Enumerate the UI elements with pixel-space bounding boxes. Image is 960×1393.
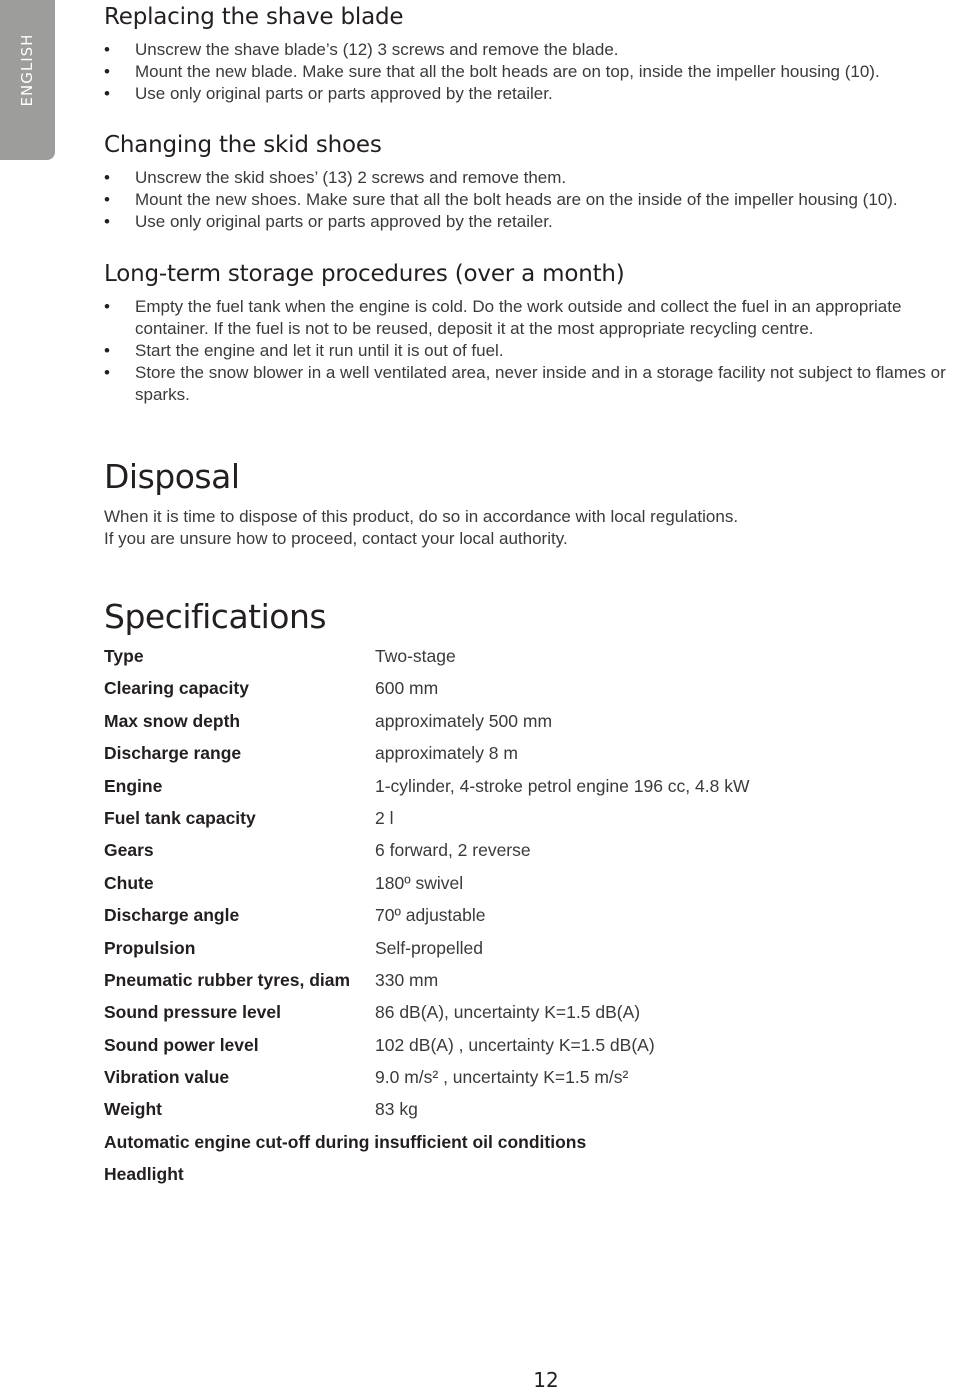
disposal-text bbox=[104, 506, 738, 550]
spec-value: approximately 8 m bbox=[375, 743, 518, 764]
language-tab bbox=[0, 0, 55, 160]
spec-value: 330 mm bbox=[375, 969, 439, 990]
list-item: • Mount the new blade. Make sure that all the bolt heads are on top, inside the impeller housing (10). bbox=[104, 61, 880, 83]
spec-row bbox=[104, 1061, 960, 1093]
section-disposal bbox=[104, 457, 738, 550]
section-shave-blade bbox=[104, 4, 880, 105]
spec-value: 9.0 m/s² , uncertainty K=1.5 m/s² bbox=[375, 1067, 629, 1088]
page-number: 12 bbox=[533, 1368, 559, 1392]
spec-value: 86 dB(A), uncertainty K=1.5 dB(A) bbox=[375, 1002, 641, 1023]
list-item: • Use only original parts or parts approved by the retailer. bbox=[104, 211, 898, 233]
spec-row bbox=[104, 1029, 960, 1061]
spec-value: 1-cylinder, 4-stroke petrol engine 196 cc, 4.8 kW bbox=[375, 775, 750, 796]
section-title-skid-shoes: Changing the skid shoes bbox=[104, 132, 382, 158]
language-tab-label: ENGLISH bbox=[18, 33, 36, 107]
spec-row bbox=[104, 867, 960, 899]
shave-blade-list bbox=[104, 39, 880, 105]
spec-row bbox=[104, 932, 960, 964]
spec-row bbox=[104, 802, 960, 834]
spec-row bbox=[104, 964, 960, 996]
spec-label: Pneumatic rubber tyres, diam bbox=[104, 969, 351, 990]
spec-value: 102 dB(A) , uncertainty K=1.5 dB(A) bbox=[375, 1034, 655, 1055]
spec-label: Propulsion bbox=[104, 937, 196, 958]
spec-row bbox=[104, 640, 960, 672]
section-storage bbox=[104, 261, 960, 406]
spec-label: Fuel tank capacity bbox=[104, 807, 256, 828]
spec-value: approximately 500 mm bbox=[375, 710, 553, 731]
spec-row bbox=[104, 834, 960, 866]
spec-label: Type bbox=[104, 646, 144, 666]
list-item: • Unscrew the shave blade’s (12) 3 screws and remove the blade. bbox=[104, 39, 880, 61]
spec-label: Max snow depth bbox=[104, 710, 241, 731]
storage-list bbox=[104, 296, 960, 406]
disposal-title: Disposal bbox=[104, 457, 240, 496]
spec-value: 70º adjustable bbox=[375, 905, 486, 926]
spec-value: Self-propelled bbox=[375, 937, 483, 958]
spec-value: 6 forward, 2 reverse bbox=[375, 840, 531, 861]
spec-row bbox=[104, 996, 960, 1028]
specifications-title: Specifications bbox=[104, 597, 327, 636]
list-item: • Use only original parts or parts approved by the retailer. bbox=[104, 83, 880, 105]
spec-value: 180º swivel bbox=[375, 872, 464, 893]
list-item: • Unscrew the skid shoes’ (13) 2 screws and remove them. bbox=[104, 167, 898, 189]
spec-label: Gears bbox=[104, 840, 154, 861]
spec-label: Discharge angle bbox=[104, 905, 240, 926]
spec-row bbox=[104, 737, 960, 769]
spec-label: Engine bbox=[104, 775, 163, 796]
spec-label: Discharge range bbox=[104, 743, 242, 764]
spec-value: Two-stage bbox=[375, 646, 456, 666]
spec-note: Automatic engine cut-off during insufficient oil conditions bbox=[104, 1131, 587, 1152]
spec-label: Clearing capacity bbox=[104, 678, 249, 699]
spec-row bbox=[104, 705, 960, 737]
spec-label: Chute bbox=[104, 872, 154, 893]
list-item: • Mount the new shoes. Make sure that all the bolt heads are on the inside of the impeller housing (10). bbox=[104, 189, 898, 211]
spec-label: Sound pressure level bbox=[104, 1002, 282, 1023]
spec-value: 2 l bbox=[375, 807, 394, 828]
spec-value: 83 kg bbox=[375, 1099, 418, 1120]
spec-row bbox=[104, 672, 960, 704]
disposal-line: If you are unsure how to proceed, contact your local authority. bbox=[104, 529, 568, 548]
section-title-storage: Long-term storage procedures (over a month) bbox=[104, 261, 625, 287]
spec-label: Sound power level bbox=[104, 1034, 259, 1055]
spec-row bbox=[104, 899, 960, 931]
spec-label: Vibration value bbox=[104, 1067, 230, 1088]
spec-note: Headlight bbox=[104, 1164, 184, 1185]
spec-row bbox=[104, 770, 960, 802]
list-item: • Start the engine and let it run until it is out of fuel. bbox=[104, 340, 960, 362]
section-specifications bbox=[104, 597, 326, 636]
list-item: • Empty the fuel tank when the engine is cold. Do the work outside and collect the fuel in an appropriate container. If the fuel is not to be reused, deposit it at the most appropriate recycling centre. bbox=[104, 296, 960, 340]
skid-shoes-list bbox=[104, 167, 898, 233]
list-item: • Store the snow blower in a well ventilated area, never inside and in a storage facility not subject to flames or sparks. bbox=[104, 362, 960, 406]
section-skid-shoes bbox=[104, 132, 898, 233]
specifications-table bbox=[104, 640, 960, 1191]
spec-value: 600 mm bbox=[375, 678, 439, 699]
spec-row bbox=[104, 1093, 960, 1125]
spec-label: Weight bbox=[104, 1099, 163, 1120]
section-title-shave-blade: Replacing the shave blade bbox=[104, 4, 404, 30]
disposal-line: When it is time to dispose of this product, do so in accordance with local regulations. bbox=[104, 507, 739, 526]
